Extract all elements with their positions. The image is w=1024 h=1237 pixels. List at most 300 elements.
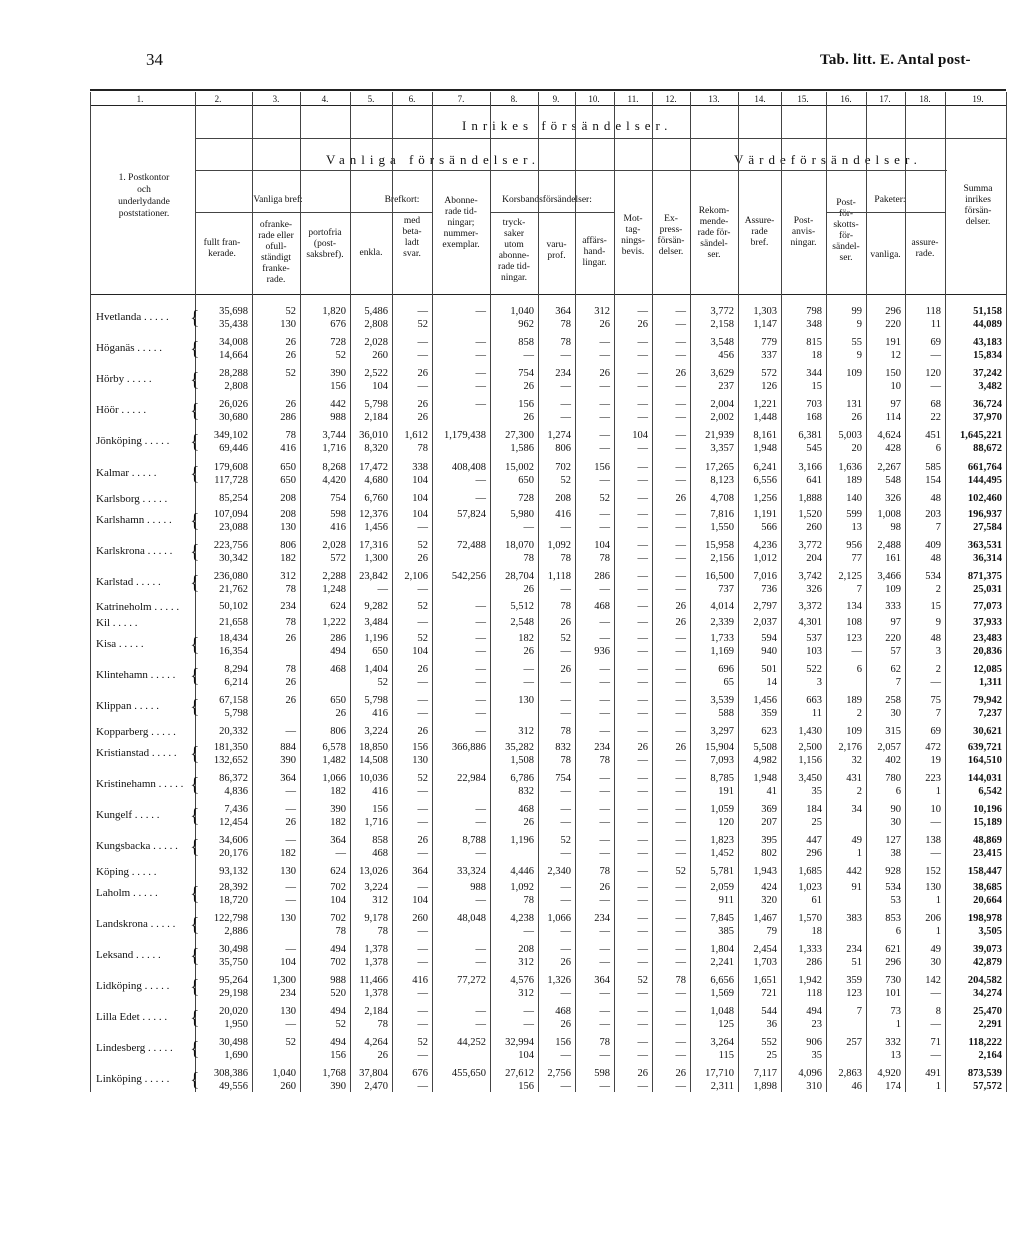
table-cell: 416	[372, 786, 388, 797]
table-cell: 32	[851, 755, 862, 766]
table-cell: —	[285, 944, 296, 955]
table-cell: 286	[330, 633, 346, 644]
table-cell: 78	[377, 926, 388, 937]
table-cell: —	[637, 695, 648, 706]
table-cell: 3,744	[322, 430, 346, 441]
table-cell: 736	[761, 584, 777, 595]
table-cell: —	[637, 601, 648, 612]
table-cell: —	[675, 773, 686, 784]
table-cell: 26	[285, 337, 296, 348]
table-cell: 491	[925, 1068, 941, 1079]
table-cell: 93,132	[219, 866, 248, 877]
table-cell: 38	[890, 848, 901, 859]
table-cell: 78	[560, 755, 571, 766]
table-cell: 8,161	[753, 430, 777, 441]
table-cell: 2,863	[838, 1068, 862, 1079]
table-cell: —	[475, 664, 486, 675]
table-cell: 23,842	[359, 571, 388, 582]
table-cell: 49,556	[219, 1081, 248, 1092]
table-cell: 696	[718, 664, 734, 675]
row-label: Kristinehamn . . . . .	[96, 778, 184, 790]
table-cell: 6,214	[224, 677, 248, 688]
table-cell: —	[930, 817, 941, 828]
table-cell: —	[285, 1019, 296, 1030]
table-cell: 588	[718, 708, 734, 719]
table-cell: 203	[925, 509, 941, 520]
column-number: 18.	[919, 94, 931, 104]
table-cell: —	[599, 817, 610, 828]
table-cell: 873,539	[967, 1068, 1002, 1079]
table-cell: 78	[285, 617, 296, 628]
table-cell: 494	[330, 646, 346, 657]
table-cell: —	[599, 633, 610, 644]
table-cell: —	[560, 350, 571, 361]
table-cell: 78	[285, 584, 296, 595]
table-cell: 260	[412, 913, 428, 924]
table-cell: —	[417, 882, 428, 893]
table-cell: 11,466	[359, 975, 388, 986]
table-cell: 79	[766, 926, 777, 937]
table-cell: 1,040	[272, 1068, 296, 1079]
table-cell: 815	[806, 337, 822, 348]
table-cell: 2,156	[710, 553, 734, 564]
table-cell: 544	[761, 1006, 777, 1017]
table-cell: —	[599, 988, 610, 999]
table-cell: —	[560, 708, 571, 719]
table-cell: 676	[330, 319, 346, 330]
row-label: Lilla Edet . . . . .	[96, 1011, 168, 1023]
table-cell: 359	[761, 708, 777, 719]
table-cell: 182	[518, 633, 534, 644]
row-bracket: {	[190, 696, 200, 718]
table-cell: 182	[280, 848, 296, 859]
table-cell: 69	[930, 337, 941, 348]
row-label: Laholm . . . . .	[96, 887, 158, 899]
row-label: Landskrona . . . . .	[96, 918, 176, 930]
row-bracket: {	[190, 1069, 200, 1091]
row-label: Jönköping . . . . .	[96, 435, 170, 447]
table-cell: 468	[372, 848, 388, 859]
table-cell: —	[475, 381, 486, 392]
table-cell: 130	[925, 882, 941, 893]
table-cell: 36,010	[359, 430, 388, 441]
table-cell: 1	[935, 786, 941, 797]
table-cell: —	[475, 677, 486, 688]
table-cell: 35	[811, 786, 822, 797]
table-cell: 52	[560, 835, 571, 846]
table-cell: —	[560, 412, 571, 423]
table-cell: 286	[280, 412, 296, 423]
table-cell: 9,178	[364, 913, 388, 924]
row-label: Köping . . . . .	[96, 866, 157, 878]
table-cell: 150	[885, 368, 901, 379]
row-bracket: {	[190, 572, 200, 594]
table-cell: 73	[890, 1006, 901, 1017]
table-cell: 2,500	[798, 742, 822, 753]
table-cell: 26	[560, 957, 571, 968]
table-cell: 97	[890, 399, 901, 410]
table-cell: 296	[885, 306, 901, 317]
table-cell: 624	[330, 866, 346, 877]
table-cell: —	[675, 895, 686, 906]
table-cell: 2,106	[404, 571, 428, 582]
table-cell: 468	[555, 1006, 571, 1017]
table-cell: 52	[377, 677, 388, 688]
table-cell: 204	[806, 553, 822, 564]
table-cell: 78	[377, 1019, 388, 1030]
table-cell: 26	[285, 633, 296, 644]
table-cell: 26	[417, 553, 428, 564]
table-cell: 537	[806, 633, 822, 644]
column-number: 9.	[552, 94, 560, 104]
table-cell: 4,238	[510, 913, 534, 924]
table-cell: —	[675, 430, 686, 441]
table-cell: —	[675, 509, 686, 520]
column-number: 2.	[214, 94, 222, 104]
table-cell: 208	[280, 493, 296, 504]
table-cell: —	[599, 695, 610, 706]
table-cell: 234	[555, 368, 571, 379]
table-cell: 5,003	[838, 430, 862, 441]
table-cell: 36	[766, 1019, 777, 1030]
table-cell: 349,102	[213, 430, 248, 441]
table-cell: 130	[280, 866, 296, 877]
table-cell: 312	[518, 957, 534, 968]
top-rule	[90, 89, 1006, 91]
table-cell: 6	[895, 786, 901, 797]
table-cell: 26	[523, 381, 534, 392]
table-cell: 1,768	[322, 1068, 346, 1079]
table-cell: 12,376	[359, 509, 388, 520]
table-cell: —	[475, 350, 486, 361]
table-cell: 1,191	[753, 509, 777, 520]
table-cell: 27,300	[505, 430, 534, 441]
table-cell: —	[637, 957, 648, 968]
table-cell: 257	[846, 1037, 862, 1048]
table-cell: 161	[885, 553, 901, 564]
table-cell: 26	[523, 646, 534, 657]
row-label: Leksand . . . . .	[96, 949, 161, 961]
table-cell: 26	[675, 368, 686, 379]
table-cell: 130	[412, 755, 428, 766]
table-cell: 3,539	[710, 695, 734, 706]
table-cell: 234	[280, 988, 296, 999]
table-cell: 30	[890, 708, 901, 719]
table-cell: 8,268	[322, 462, 346, 473]
table-cell: 962	[518, 319, 534, 330]
table-cell: —	[637, 571, 648, 582]
table-cell: —	[417, 926, 428, 937]
table-cell: —	[285, 726, 296, 737]
table-cell: 123	[846, 988, 862, 999]
table-cell: —	[285, 882, 296, 893]
table-cell: —	[560, 786, 571, 797]
table-cell: —	[417, 804, 428, 815]
table-cell: 223,756	[213, 540, 248, 551]
table-cell: 20,664	[973, 895, 1002, 906]
column-header-c19: Summa inrikes försän- delser.	[963, 184, 993, 227]
table-cell: 13	[851, 522, 862, 533]
table-cell: 9	[856, 319, 862, 330]
table-cell: 2,548	[510, 617, 534, 628]
table-cell: 1,550	[710, 522, 734, 533]
column-number: 11.	[627, 94, 639, 104]
table-cell: 364	[555, 306, 571, 317]
table-cell: 20,020	[219, 1006, 248, 1017]
table-cell: 26	[851, 412, 862, 423]
table-cell: 4,301	[798, 617, 822, 628]
column-header-c13: Rekom- mende- rade för- sändel- ser.	[697, 206, 731, 260]
table-cell: 1,898	[753, 1081, 777, 1092]
table-cell: 5,798	[224, 708, 248, 719]
header-rule	[195, 212, 432, 213]
table-cell: 779	[761, 337, 777, 348]
table-cell: 5,508	[753, 742, 777, 753]
table-cell: —	[637, 617, 648, 628]
table-cell: 18,434	[219, 633, 248, 644]
table-cell: 181,350	[213, 742, 248, 753]
table-cell: 402	[885, 755, 901, 766]
table-cell: 223	[925, 773, 941, 784]
table-cell: 26	[560, 1019, 571, 1030]
table-cell: 424	[761, 882, 777, 893]
table-cell: —	[560, 817, 571, 828]
table-cell: 1,156	[798, 755, 822, 766]
table-cell: 1,569	[710, 988, 734, 999]
table-cell: 52	[417, 601, 428, 612]
table-cell: 104	[632, 430, 648, 441]
table-cell: —	[523, 926, 534, 937]
table-cell: 7,016	[753, 571, 777, 582]
table-cell: 52	[417, 633, 428, 644]
table-cell: 320	[761, 895, 777, 906]
table-cell: 1,147	[753, 319, 777, 330]
table-cell: 2,241	[710, 957, 734, 968]
table-cell: 49	[930, 944, 941, 955]
table-cell: 1,690	[224, 1050, 248, 1061]
table-cell: —	[675, 350, 686, 361]
table-cell: 26	[675, 1068, 686, 1079]
table-cell: 4,446	[510, 866, 534, 877]
table-cell: —	[475, 633, 486, 644]
table-cell: —	[475, 695, 486, 706]
table-cell: 1,404	[364, 664, 388, 675]
table-cell: —	[637, 306, 648, 317]
table-cell: 12,454	[219, 817, 248, 828]
table-cell: 52	[599, 493, 610, 504]
table-cell: —	[523, 1019, 534, 1030]
table-cell: 1,059	[710, 804, 734, 815]
table-cell: 4,680	[364, 475, 388, 486]
table-cell: 1,950	[224, 1019, 248, 1030]
table-cell: 754	[555, 773, 571, 784]
table-cell: 1,248	[322, 584, 346, 595]
table-cell: —	[417, 1081, 428, 1092]
table-cell: 20	[851, 443, 862, 454]
table-cell: 15,904	[705, 742, 734, 753]
table-cell: 3,166	[798, 462, 822, 473]
table-cell: —	[599, 522, 610, 533]
table-cell: —	[675, 412, 686, 423]
table-cell: —	[475, 617, 486, 628]
table-cell: —	[675, 695, 686, 706]
table-cell: 10,036	[359, 773, 388, 784]
column-number: 17.	[879, 94, 891, 104]
table-cell: 104	[330, 895, 346, 906]
table-cell: 30,680	[219, 412, 248, 423]
table-cell: 122,798	[213, 913, 248, 924]
table-cell: 26	[560, 664, 571, 675]
table-cell: 52	[417, 773, 428, 784]
table-cell: 97	[890, 617, 901, 628]
table-cell: 359	[846, 975, 862, 986]
table-cell: 103	[806, 646, 822, 657]
table-cell: —	[417, 1050, 428, 1061]
table-cell: 51	[851, 957, 862, 968]
table-cell: 15	[930, 601, 941, 612]
table-cell: 26	[637, 1068, 648, 1079]
table-cell: —	[599, 926, 610, 937]
table-cell: 44,252	[457, 1037, 486, 1048]
table-cell: 134	[846, 601, 862, 612]
table-cell: 1	[935, 1081, 941, 1092]
table-cell: 1,703	[753, 957, 777, 968]
table-cell: —	[637, 381, 648, 392]
paketer-header: Paketer:	[874, 195, 906, 205]
table-cell: 545	[806, 443, 822, 454]
table-cell: 1,948	[753, 443, 777, 454]
table-cell: 154	[925, 475, 941, 486]
table-cell: 78	[675, 975, 686, 986]
table-cell: 4,236	[753, 540, 777, 551]
table-cell: —	[930, 677, 941, 688]
column-number: 19.	[972, 94, 984, 104]
table-cell: 621	[885, 944, 901, 955]
table-cell: 906	[806, 1037, 822, 1048]
table-cell: 28,704	[505, 571, 534, 582]
table-cell: —	[675, 726, 686, 737]
table-cell: 310	[806, 1081, 822, 1092]
table-cell: —	[560, 522, 571, 533]
table-cell: —	[417, 957, 428, 968]
varde-header: Värdeförsändelser.	[734, 152, 922, 167]
table-cell: —	[675, 443, 686, 454]
column-header-c7: Abonne- rade tid- ningar; nummer- exemplar.	[442, 196, 480, 250]
row-label: Kristianstad . . . . .	[96, 747, 177, 759]
table-cell: 2,125	[838, 571, 862, 582]
table-cell: 1,012	[753, 553, 777, 564]
table-cell: —	[523, 522, 534, 533]
table-cell: 8,788	[462, 835, 486, 846]
column-header-c18: assure- rade.	[911, 238, 939, 259]
table-cell: —	[637, 677, 648, 688]
table-cell: 806	[555, 443, 571, 454]
table-cell: —	[560, 399, 571, 410]
table-cell: 312	[372, 895, 388, 906]
table-cell: 624	[330, 601, 346, 612]
table-cell: 2,522	[364, 368, 388, 379]
row-label: Kalmar . . . . .	[96, 467, 157, 479]
table-cell: —	[637, 1037, 648, 1048]
table-cell: —	[599, 443, 610, 454]
table-cell: 2,470	[364, 1081, 388, 1092]
row-label: Kungsbacka . . . . .	[96, 840, 178, 852]
table-cell: 2,028	[322, 540, 346, 551]
table-cell: 1,300	[364, 553, 388, 564]
table-cell: —	[675, 475, 686, 486]
column-header-c14: Assure- rade bref.	[744, 216, 775, 248]
table-cell: 35,438	[219, 319, 248, 330]
table-cell: 286	[594, 571, 610, 582]
table-cell: 30	[930, 957, 941, 968]
row-bracket: {	[190, 541, 200, 563]
table-cell: 118	[806, 988, 822, 999]
row-label: Karlskrona . . . . .	[96, 545, 173, 557]
table-cell: —	[417, 306, 428, 317]
table-cell: 38,685	[973, 882, 1002, 893]
table-cell: 442	[846, 866, 862, 877]
table-cell: —	[475, 804, 486, 815]
table-cell: 4,264	[364, 1037, 388, 1048]
table-cell: —	[417, 786, 428, 797]
table-cell: 383	[846, 913, 862, 924]
table-cell: 338	[412, 462, 428, 473]
table-cell: 104	[372, 381, 388, 392]
table-cell: 456	[718, 350, 734, 361]
table-cell: 48,048	[457, 913, 486, 924]
table-cell: 144,031	[967, 773, 1002, 784]
table-cell: —	[417, 988, 428, 999]
table-cell: 15,834	[973, 350, 1002, 361]
table-cell: —	[417, 337, 428, 348]
table-cell: 754	[330, 493, 346, 504]
row-bracket: {	[190, 1007, 200, 1029]
table-cell: 2,340	[547, 866, 571, 877]
table-cell: —	[599, 786, 610, 797]
table-cell: 2	[856, 786, 862, 797]
table-cell: —	[377, 584, 388, 595]
table-cell: 25,470	[973, 1006, 1002, 1017]
table-cell: 428	[885, 443, 901, 454]
table-cell: 21,658	[219, 617, 248, 628]
table-cell: —	[675, 664, 686, 675]
table-cell: —	[599, 848, 610, 859]
table-cell: 1,274	[547, 430, 571, 441]
table-cell: —	[675, 835, 686, 846]
table-cell: —	[637, 835, 648, 846]
table-cell: 2,158	[710, 319, 734, 330]
table-cell: 17,265	[705, 462, 734, 473]
table-cell: —	[417, 381, 428, 392]
table-cell: —	[599, 804, 610, 815]
table-cell: 78	[560, 337, 571, 348]
table-cell: 364	[412, 866, 428, 877]
table-cell: 26	[417, 399, 428, 410]
table-cell: 4,920	[877, 1068, 901, 1079]
table-cell: 52	[417, 319, 428, 330]
table-cell: 2,184	[364, 412, 388, 423]
table-cell: 26	[523, 412, 534, 423]
table-cell: 49	[851, 835, 862, 846]
table-cell: 416	[372, 708, 388, 719]
table-cell: 494	[806, 1006, 822, 1017]
column-header-c11: Mot- tag- nings- bevis.	[621, 214, 645, 257]
table-cell: 123	[846, 633, 862, 644]
table-cell: 77	[851, 553, 862, 564]
table-cell: —	[285, 895, 296, 906]
table-cell: 34,606	[219, 835, 248, 846]
column-rule	[432, 92, 433, 1092]
